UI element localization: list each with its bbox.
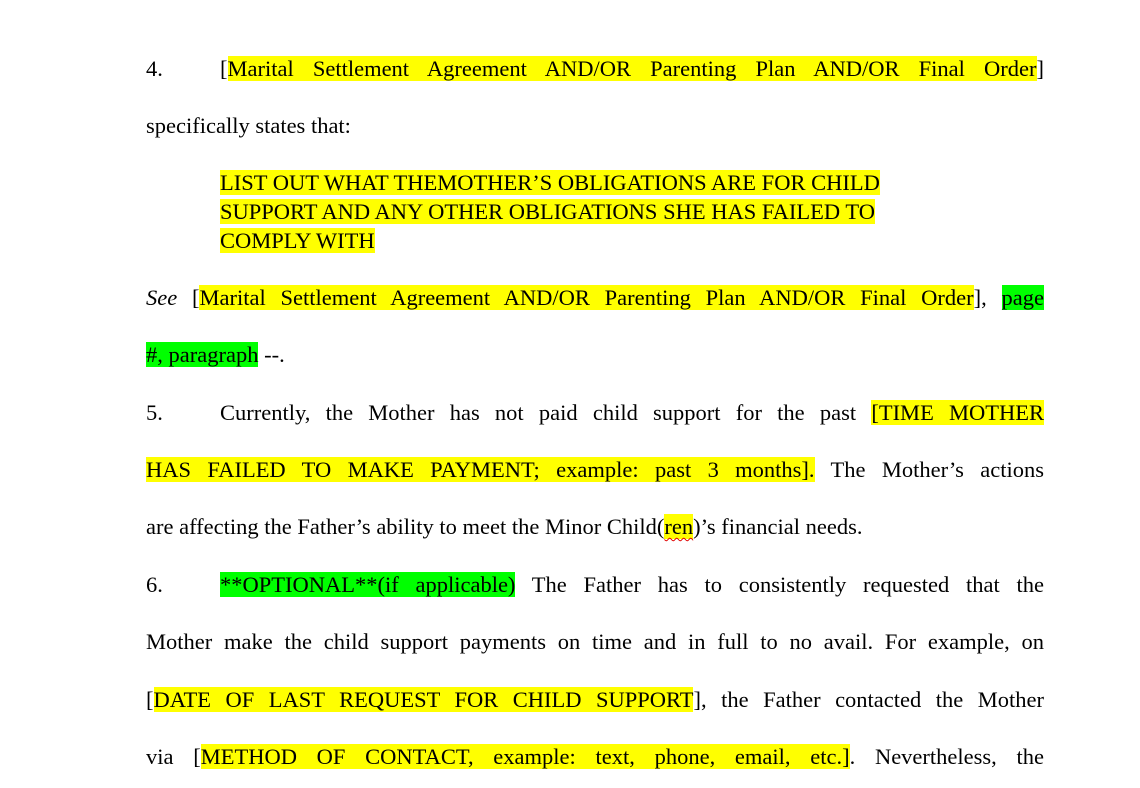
block-quote-line-3: COMPLY WITH (220, 228, 375, 253)
see-line-2 (146, 340, 1044, 370)
p6-via: via [ (146, 744, 201, 769)
p6-text-1: The Father has to consistently requested that the (515, 572, 1044, 597)
p5-highlight-1: [TIME MOTHER (871, 400, 1045, 425)
see-page-highlight: page (1001, 285, 1044, 310)
block-quote-line-2: SUPPORT AND ANY OTHER OBLIGATIONS SHE HAS FAILED TO (220, 199, 875, 224)
see-bracket-open: [ (191, 285, 200, 310)
block-quote-line-1: LIST OUT WHAT THEMOTHER’S OBLIGATIONS ARE FOR CHILD (220, 170, 880, 195)
p5-text-1: Currently, the Mother has not paid child support for the past (220, 400, 857, 425)
p4-line-1 (146, 54, 1044, 84)
p6-line-2: Mother make the child support payments on time and in full to no avail. For example, on (146, 629, 1044, 654)
see-placeholder-highlight: Marital Settlement Agreement AND/OR Parenting Plan AND/OR Final Order (199, 285, 974, 310)
p5-ren-spellcheck: ren (664, 514, 694, 539)
p4-number: 4. (146, 56, 163, 81)
see-line-1 (146, 283, 1044, 313)
p6-line-4 (146, 742, 1044, 772)
p5-text-3-pre: are affecting the Father’s ability to meet the Minor Child( (146, 514, 665, 539)
p6-date-highlight: DATE OF LAST REQUEST FOR CHILD SUPPORT (153, 687, 694, 712)
p5-line-1 (146, 398, 1044, 428)
p6-optional-highlight: **OPTIONAL**(if applicable) (220, 572, 516, 597)
see-bracket-close: ], (973, 285, 987, 310)
p6-number: 6. (146, 572, 163, 597)
see-word: See (146, 285, 178, 310)
p5-text-2: The Mother’s actions (814, 457, 1044, 482)
see-paragraph-highlight: #, paragraph (146, 342, 259, 367)
see-ending: --. (258, 342, 285, 367)
p4-placeholder-highlight: Marital Settlement Agreement AND/OR Parenting Plan AND/OR Final Order (227, 56, 1037, 81)
p6-bracket-open: [ (146, 687, 154, 712)
p6-line-3 (146, 685, 1044, 715)
p5-number: 5. (146, 400, 163, 425)
p6-method-highlight: METHOD OF CONTACT, example: text, phone, email, etc.] (200, 744, 850, 769)
p6-line-1 (146, 570, 1044, 600)
p5-text-3-post: )’s financial needs. (693, 514, 863, 539)
p5-highlight-2: HAS FAILED TO MAKE PAYMENT; example: past 3 months]. (146, 457, 815, 482)
p5-line-2 (146, 455, 1044, 485)
block-quote (220, 168, 980, 255)
p6-text-3: ], the Father contacted the Mother (693, 687, 1045, 712)
p5-line-3 (146, 512, 1044, 542)
p4-bracket-open: [ (220, 56, 228, 81)
p4-bracket-close: ] (1036, 56, 1044, 81)
p4-line-2: specifically states that: (146, 113, 351, 138)
p6-text-4: . Nevertheless, the (849, 744, 1044, 769)
